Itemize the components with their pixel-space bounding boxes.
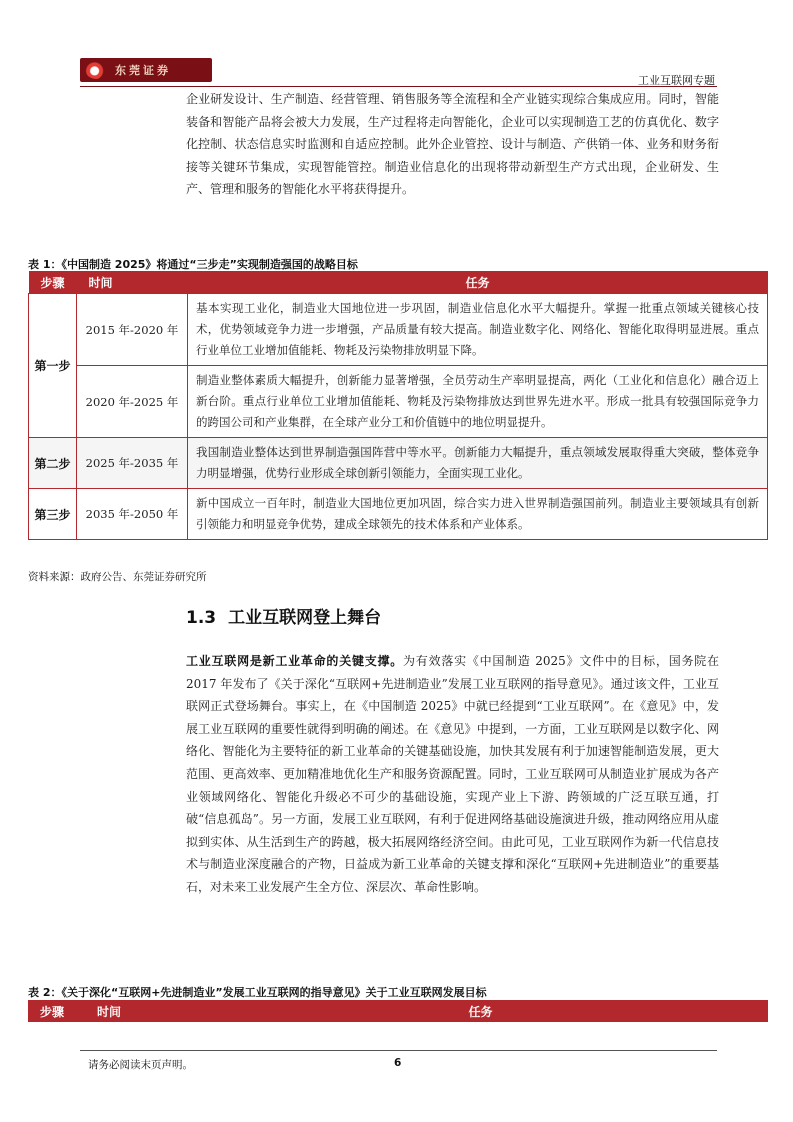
col-header-task: 任务 xyxy=(188,271,768,294)
company-logo xyxy=(80,58,212,82)
col-header-time: 时间 xyxy=(77,271,188,294)
body-paragraph xyxy=(186,650,719,899)
section-number: 1.3 xyxy=(186,608,217,628)
time-cell: 2025 年-2035 年 xyxy=(77,438,188,489)
task-cell: 我国制造业整体达到世界制造强国阵营中等水平。创新能力大幅提升，重点领域发展取得重大突破，整体竞争力明显增强，优势行业形成全球创新引领能力，全面实现工业化。 xyxy=(188,438,768,489)
strategy-table xyxy=(28,271,768,540)
page-number: 6 xyxy=(394,1057,402,1069)
col-header-step: 步骤 xyxy=(29,271,77,294)
goals-table xyxy=(28,1000,768,1022)
table1-caption: 表 1：《中国制造 2025》将通过“三步走”实现制造强国的战略目标 xyxy=(28,258,358,271)
footer-divider xyxy=(80,1050,717,1051)
table1-source: 资料来源：政府公告、东莞证券研究所 xyxy=(28,571,207,583)
table-row xyxy=(29,294,768,366)
section-heading xyxy=(186,603,381,628)
report-topic: 工业互联网专题 xyxy=(638,74,715,87)
body-lead: 工业互联网是新工业革命的关键支撑。 xyxy=(186,654,404,668)
table2-caption: 表 2：《关于深化“互联网+先进制造业”发展工业互联网的指导意见》关于工业互联网发展目标 xyxy=(28,986,487,999)
table-row xyxy=(29,489,768,540)
step-cell: 第一步 xyxy=(29,294,77,438)
section-title: 工业互联网登上舞台 xyxy=(228,608,382,628)
intro-paragraph: 企业研发设计、生产制造、经营管理、销售服务等全流程和全产业链实现综合集成应用。同时，智能装备和智能产品将会被大力发展，生产过程将走向智能化，企业可以实现制造工艺的仿真优化、数字化控制、状态信息实时监测和自适应控制。此外企业管控、设计与制造、产供销一体、业务和财务衔接等关键环节集成，实现智能管控。制造业信息化的出现将带动新型生产方式出现，企业研发、生产、管理和服务的智能化水平将获得提升。 xyxy=(186,92,719,197)
table-row xyxy=(29,366,768,438)
col-header-step: 步骤 xyxy=(28,1000,85,1022)
step-cell: 第三步 xyxy=(29,489,77,540)
footer-disclaimer: 请务必阅读末页声明。 xyxy=(88,1059,193,1071)
body-text: 为有效落实《中国制造 2025》文件中的目标，国务院在 2017 年发布了《关于深化“互联网+先进制造业”发展工业互联网的指导意见》。通过该文件，工业互联网正式登场舞台。事实上，在《中国制造 2025》中就已经提到“工业互联网”。在《意见》中，发展工业互联网的重要性就得到明确的阐述。在《意见》中提到，一方面，工业互联网是以数字化、网络化、智能化为主要特征的新工业革命的关键基础设施，加快其发展有利于加速智能制造发展，更大范围、更高效率、更加精准地优化生产和服务资源配置。同时，工业互联网可从制造业扩展成为各产业领域网络化、智能化升级必不可少的基础设施，实现产业上下游、跨领域的广泛互联互通，打破“信息孤岛”。另一方面，发展工业互联网，有利于促进网络基础设施演进升级，推动网络应用从虚拟到实体、从生活到生产的跨越，极大拓展网络经济空间。由此可见，工业互联网作为新一代信息技术与制造业深度融合的产物，日益成为新工业革命的关键支撑和深化“互联网+先进制造业”的重要基石，对未来工业发展产生全方位、深层次、革命性影响。 xyxy=(186,654,719,894)
time-cell: 2035 年-2050 年 xyxy=(77,489,188,540)
header-divider xyxy=(80,86,717,87)
time-cell: 2020 年-2025 年 xyxy=(77,366,188,438)
logo-text: 东莞证券 xyxy=(115,64,171,77)
col-header-task: 任务 xyxy=(193,1000,768,1022)
logo-emblem-icon xyxy=(85,61,109,79)
task-cell: 基本实现工业化，制造业大国地位进一步巩固，制造业信息化水平大幅提升。掌握一批重点领域关键核心技术，优势领域竞争力进一步增强，产品质量有较大提高。制造业数字化、网络化、智能化取得明显进展。重点行业单位工业增加值能耗、物耗及污染物排放明显下降。 xyxy=(188,294,768,366)
step-cell: 第二步 xyxy=(29,438,77,489)
task-cell: 新中国成立一百年时，制造业大国地位更加巩固，综合实力进入世界制造强国前列。制造业主要领域具有创新引领能力和明显竞争优势，建成全球领先的技术体系和产业体系。 xyxy=(188,489,768,540)
task-cell: 制造业整体素质大幅提升，创新能力显著增强，全员劳动生产率明显提高，两化（工业化和信息化）融合迈上新台阶。重点行业单位工业增加值能耗、物耗及污染物排放达到世界先进水平。形成一批具有较强国际竞争力的跨国公司和产业集群，在全球产业分工和价值链中的地位明显提升。 xyxy=(188,366,768,438)
time-cell: 2015 年-2020 年 xyxy=(77,294,188,366)
table-row xyxy=(29,438,768,489)
col-header-time: 时间 xyxy=(85,1000,193,1022)
